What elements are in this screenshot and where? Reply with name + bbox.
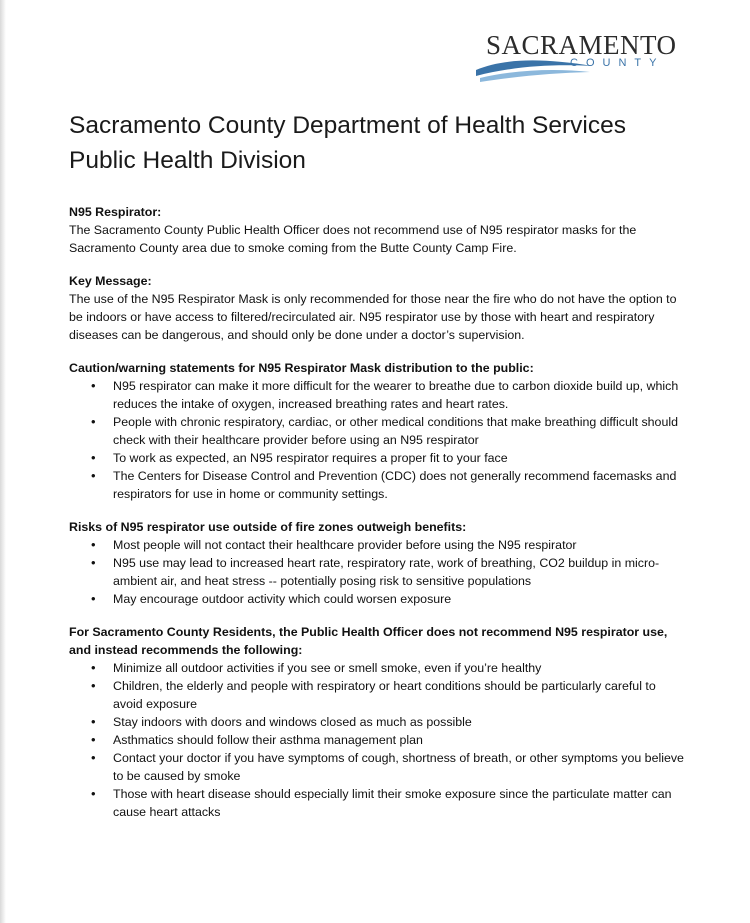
list-item: • N95 use may lead to increased heart rate, respiratory rate, work of breathing, CO2 buildup in micro-ambient air, and heat stress -- potentially posing risk to sensitive populations xyxy=(69,554,684,590)
list-item: • Children, the elderly and people with respiratory or heart conditions should be particularly careful to avoid exposure xyxy=(69,677,684,713)
list-item: • Contact your doctor if you have symptoms of cough, shortness of breath, or other symptoms you believe to be caused by smoke xyxy=(69,749,684,785)
list-item: • N95 respirator can make it more difficult for the wearer to breathe due to carbon dioxide build up, which reduces the intake of oxygen, increased breathing rates and heart rates. xyxy=(69,377,684,413)
county-logo xyxy=(474,30,684,82)
section-residents xyxy=(69,623,684,821)
section-heading: Risks of N95 respirator use outside of fire zones outweigh benefits: xyxy=(69,520,467,534)
section-caution xyxy=(69,359,684,503)
bullet-list xyxy=(69,659,684,821)
list-item: • Those with heart disease should especially limit their smoke exposure since the particulate matter can cause heart attacks xyxy=(69,785,684,821)
page-edge-shadow xyxy=(0,0,6,923)
document-body xyxy=(69,203,684,836)
list-item: • Minimize all outdoor activities if you see or smell smoke, even if you’re healthy xyxy=(69,659,684,677)
list-item: • May encourage outdoor activity which could worsen exposure xyxy=(69,590,684,608)
title-line-1: Sacramento County Department of Health Services xyxy=(69,112,626,139)
section-risks xyxy=(69,518,684,608)
section-paragraph: The Sacramento County Public Health Officer does not recommend use of N95 respirator masks for the Sacramento County area due to smoke coming from the Butte County Camp Fire. xyxy=(69,223,637,255)
logo-wordmark: SACRAMENTO xyxy=(486,30,677,60)
list-item: • Asthmatics should follow their asthma management plan xyxy=(69,731,684,749)
section-n95 xyxy=(69,203,684,257)
list-item: • Most people will not contact their healthcare provider before using the N95 respirator xyxy=(69,536,684,554)
list-item: • To work as expected, an N95 respirator requires a proper fit to your face xyxy=(69,449,684,467)
section-heading: Caution/warning statements for N95 Respirator Mask distribution to the public: xyxy=(69,361,534,375)
list-item: • The Centers for Disease Control and Prevention (CDC) does not generally recommend facemasks and respirators for use in home or community settings. xyxy=(69,467,684,503)
section-paragraph: The use of the N95 Respirator Mask is only recommended for those near the fire who do not have the option to be indoors or have access to filtered/recirculated air. N95 respirator use by those with heart and respiratory diseases can be dangerous, and should only be done under a doctor’s supervision. xyxy=(69,292,677,342)
section-heading: For Sacramento County Residents, the Public Health Officer does not recommend N95 respirator use, and instead recommends the following: xyxy=(69,625,668,657)
logo-subtitle: COUNTY xyxy=(570,57,665,69)
section-key-message xyxy=(69,272,684,344)
list-item: • Stay indoors with doors and windows closed as much as possible xyxy=(69,713,684,731)
section-heading: N95 Respirator: xyxy=(69,205,162,219)
list-item: • People with chronic respiratory, cardiac, or other medical conditions that make breathing difficult should check with their healthcare provider before using an N95 respirator xyxy=(69,413,684,449)
bullet-list xyxy=(69,377,684,503)
bullet-list xyxy=(69,536,684,608)
section-heading: Key Message: xyxy=(69,274,152,288)
document-title xyxy=(69,108,626,178)
title-line-2: Public Health Division xyxy=(69,147,306,174)
